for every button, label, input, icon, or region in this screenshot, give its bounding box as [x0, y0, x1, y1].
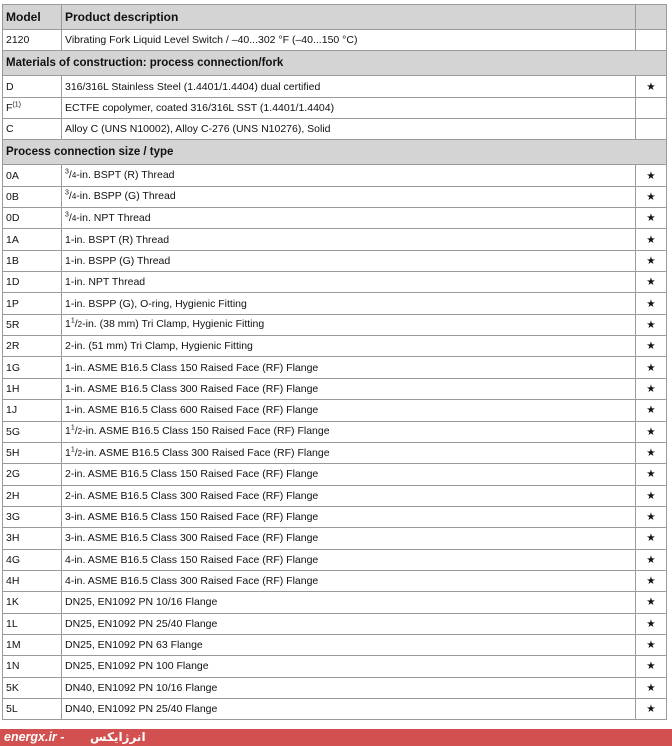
- footer-site-fa: انرژایکس: [90, 730, 146, 744]
- process-row: [3, 698, 667, 719]
- process-code: 1A: [3, 229, 62, 250]
- fraction-numerator: 3: [65, 211, 69, 219]
- process-row: [3, 421, 667, 442]
- material-row: [3, 119, 667, 140]
- process-row: [3, 378, 667, 399]
- process-description: [62, 506, 636, 527]
- process-code: 5R: [3, 314, 62, 335]
- process-description: [62, 485, 636, 506]
- model-code: 2120: [3, 30, 62, 51]
- process-description-text: DN25, EN1092 PN 100 Flange: [65, 660, 209, 673]
- process-code: 0D: [3, 208, 62, 229]
- fraction-denominator: 4: [71, 171, 77, 181]
- star-icon: ★: [636, 528, 667, 549]
- footnote-marker: (1): [12, 101, 21, 109]
- process-description-text: DN40, EN1092 PN 25/40 Flange: [65, 703, 218, 716]
- process-description: $^3$/4-in. BSPP (G) Thread: [62, 186, 636, 207]
- process-description-text: 2-in. ASME B16.5 Class 300 Raised Face (RF) Flange: [65, 489, 319, 502]
- star-icon: [636, 119, 667, 140]
- process-row: [3, 229, 667, 250]
- process-description: $1^1/2-in$. (38 mm) Tri Clamp, Hygienic Fitting: [62, 314, 636, 335]
- star-icon: ★: [636, 464, 667, 485]
- header-blank: [636, 5, 667, 30]
- process-description: [62, 400, 636, 421]
- process-row: [3, 485, 667, 506]
- fraction-denominator: 4: [71, 192, 77, 202]
- footer-watermark-bar: [0, 729, 672, 746]
- material-row: [3, 76, 667, 97]
- process-section-header: [3, 140, 667, 165]
- process-row: [3, 208, 667, 229]
- model-star: [636, 30, 667, 51]
- process-row: [3, 570, 667, 591]
- fraction-denominator: 4: [71, 213, 77, 223]
- process-code: 1H: [3, 378, 62, 399]
- process-code: 1D: [3, 272, 62, 293]
- process-description-text: 1-in. ASME B16.5 Class 150 Raised Face (RF) Flange: [65, 361, 319, 374]
- star-icon: [636, 97, 667, 118]
- process-description: [62, 656, 636, 677]
- process-code: 5L: [3, 698, 62, 719]
- process-code: 3G: [3, 506, 62, 527]
- star-icon: ★: [636, 314, 667, 335]
- star-icon: ★: [636, 378, 667, 399]
- star-icon: ★: [636, 293, 667, 314]
- material-row: [3, 97, 667, 118]
- star-icon: ★: [636, 400, 667, 421]
- process-code: 5K: [3, 677, 62, 698]
- process-row: [3, 464, 667, 485]
- material-description: ECTFE copolymer, coated 316/316L SST (1.4401/1.4404): [62, 97, 636, 118]
- process-code: 2R: [3, 336, 62, 357]
- process-description-text: DN25, EN1092 PN 63 Flange: [65, 639, 203, 652]
- process-description: [62, 250, 636, 271]
- fraction-whole: 1: [65, 446, 71, 459]
- process-row: [3, 357, 667, 378]
- star-icon: ★: [636, 549, 667, 570]
- process-row: [3, 634, 667, 655]
- process-code: 1M: [3, 634, 62, 655]
- process-description-text: 1-in. ASME B16.5 Class 300 Raised Face (RF) Flange: [65, 382, 319, 395]
- process-code: 1J: [3, 400, 62, 421]
- star-icon: ★: [636, 336, 667, 357]
- star-icon: ★: [636, 165, 667, 186]
- star-icon: ★: [636, 592, 667, 613]
- process-code: 1K: [3, 592, 62, 613]
- material-code-letter: F: [6, 101, 13, 114]
- process-description: [62, 613, 636, 634]
- star-icon: ★: [636, 442, 667, 463]
- process-code: 2H: [3, 485, 62, 506]
- process-description-text: -in. (38 mm) Tri Clamp, Hygienic Fitting: [82, 318, 265, 331]
- process-row: [3, 528, 667, 549]
- process-code: 3H: [3, 528, 62, 549]
- footer-site: energx.ir -: [4, 730, 65, 744]
- table-header: [3, 5, 667, 30]
- process-description: [62, 272, 636, 293]
- process-description: [62, 528, 636, 549]
- process-description: [62, 357, 636, 378]
- process-row: [3, 592, 667, 613]
- header-description: Product description: [62, 5, 636, 30]
- process-description-text: 1-in. ASME B16.5 Class 600 Raised Face (RF) Flange: [65, 404, 319, 417]
- star-icon: ★: [636, 186, 667, 207]
- process-description-text: 2-in. ASME B16.5 Class 150 Raised Face (RF) Flange: [65, 468, 319, 481]
- process-code: 4G: [3, 549, 62, 570]
- process-description: [62, 378, 636, 399]
- material-code: [3, 97, 62, 118]
- process-row: [3, 272, 667, 293]
- process-description: [62, 229, 636, 250]
- process-description-text: DN25, EN1092 PN 10/16 Flange: [65, 596, 218, 609]
- process-row: [3, 613, 667, 634]
- process-description: [62, 698, 636, 719]
- process-code: 1P: [3, 293, 62, 314]
- process-row: [3, 442, 667, 463]
- process-description-text: DN40, EN1092 PN 10/16 Flange: [65, 681, 218, 694]
- star-icon: ★: [636, 634, 667, 655]
- process-code: 1N: [3, 656, 62, 677]
- process-code: 5G: [3, 421, 62, 442]
- process-code: 4H: [3, 570, 62, 591]
- process-description: [62, 464, 636, 485]
- star-icon: ★: [636, 357, 667, 378]
- process-description-text: 1-in. NPT Thread: [65, 276, 146, 289]
- star-icon: ★: [636, 208, 667, 229]
- header-model: Model: [3, 5, 62, 30]
- process-description: [62, 592, 636, 613]
- fraction-numerator: 1: [70, 317, 75, 325]
- process-row: [3, 677, 667, 698]
- process-code: 1G: [3, 357, 62, 378]
- process-row: [3, 656, 667, 677]
- star-icon: ★: [636, 506, 667, 527]
- process-description: $^3$/4-in. NPT Thread: [62, 208, 636, 229]
- process-description-text: -in. ASME B16.5 Class 300 Raised Face (RF) Flange: [82, 446, 330, 459]
- process-description-text: 1-in. BSPP (G), O-ring, Hygienic Fitting: [65, 297, 247, 310]
- process-description-text: 1-in. BSPT (R) Thread: [65, 233, 170, 246]
- material-description: Alloy C (UNS N10002), Alloy C-276 (UNS N10276), Solid: [62, 119, 636, 140]
- fraction-whole: 1: [65, 318, 71, 331]
- process-row: [3, 400, 667, 421]
- model-row: [3, 30, 667, 51]
- process-row: [3, 186, 667, 207]
- process-code: 1L: [3, 613, 62, 634]
- process-description-text: DN25, EN1092 PN 25/40 Flange: [65, 617, 218, 630]
- fraction-numerator: 1: [70, 446, 75, 454]
- process-description: [62, 634, 636, 655]
- process-row: [3, 549, 667, 570]
- process-description: $^3$/4-in. BSPT (R) Thread: [62, 165, 636, 186]
- star-icon: ★: [636, 272, 667, 293]
- process-title: Process connection size / type: [3, 140, 667, 165]
- fraction-denominator: 2: [77, 320, 83, 330]
- fraction-numerator: 3: [65, 189, 69, 197]
- process-description-text: -in. BSPP (G) Thread: [76, 190, 176, 203]
- star-icon: ★: [636, 656, 667, 677]
- materials-section-header: [3, 51, 667, 76]
- material-code: D: [3, 76, 62, 97]
- fraction-numerator: 3: [65, 168, 69, 176]
- process-description-text: 1-in. BSPP (G) Thread: [65, 254, 171, 267]
- process-description-text: -in. ASME B16.5 Class 150 Raised Face (RF) Flange: [82, 425, 330, 438]
- materials-title: Materials of construction: process connection/fork: [3, 51, 667, 76]
- process-description-text: -in. NPT Thread: [76, 211, 151, 224]
- process-row: [3, 506, 667, 527]
- process-row: [3, 314, 667, 335]
- material-code: C: [3, 119, 62, 140]
- process-description: [62, 677, 636, 698]
- process-code: 5H: [3, 442, 62, 463]
- star-icon: ★: [636, 570, 667, 591]
- star-icon: ★: [636, 76, 667, 97]
- process-description-text: -in. BSPT (R) Thread: [76, 169, 175, 182]
- process-code: 0A: [3, 165, 62, 186]
- model-description: Vibrating Fork Liquid Level Switch / –40...302 °F (–40...150 °C): [62, 30, 636, 51]
- star-icon: ★: [636, 250, 667, 271]
- process-description-text: 2-in. (51 mm) Tri Clamp, Hygienic Fitting: [65, 340, 253, 353]
- process-code: 0B: [3, 186, 62, 207]
- fraction-denominator: 2: [77, 448, 83, 458]
- product-table: [2, 4, 667, 720]
- star-icon: ★: [636, 229, 667, 250]
- process-row: [3, 336, 667, 357]
- star-icon: ★: [636, 485, 667, 506]
- process-description-text: 4-in. ASME B16.5 Class 150 Raised Face (RF) Flange: [65, 553, 319, 566]
- process-description: [62, 570, 636, 591]
- star-icon: ★: [636, 613, 667, 634]
- process-row: [3, 250, 667, 271]
- star-icon: ★: [636, 421, 667, 442]
- process-description: [62, 549, 636, 570]
- process-row: [3, 165, 667, 186]
- process-description: $1^1/2-in$. ASME B16.5 Class 300 Raised Face (RF) Flange: [62, 442, 636, 463]
- process-description-text: 3-in. ASME B16.5 Class 300 Raised Face (RF) Flange: [65, 532, 319, 545]
- fraction-numerator: 1: [70, 424, 75, 432]
- process-description: [62, 336, 636, 357]
- process-code: 2G: [3, 464, 62, 485]
- material-description: 316/316L Stainless Steel (1.4401/1.4404) dual certified: [62, 76, 636, 97]
- star-icon: ★: [636, 677, 667, 698]
- fraction-whole: 1: [65, 425, 71, 438]
- process-description: $1^1/2-in$. ASME B16.5 Class 150 Raised Face (RF) Flange: [62, 421, 636, 442]
- process-row: [3, 293, 667, 314]
- process-code: 1B: [3, 250, 62, 271]
- star-icon: ★: [636, 698, 667, 719]
- process-description-text: 4-in. ASME B16.5 Class 300 Raised Face (RF) Flange: [65, 575, 319, 588]
- process-description-text: 3-in. ASME B16.5 Class 150 Raised Face (RF) Flange: [65, 511, 319, 524]
- fraction-denominator: 2: [77, 427, 83, 437]
- process-description: [62, 293, 636, 314]
